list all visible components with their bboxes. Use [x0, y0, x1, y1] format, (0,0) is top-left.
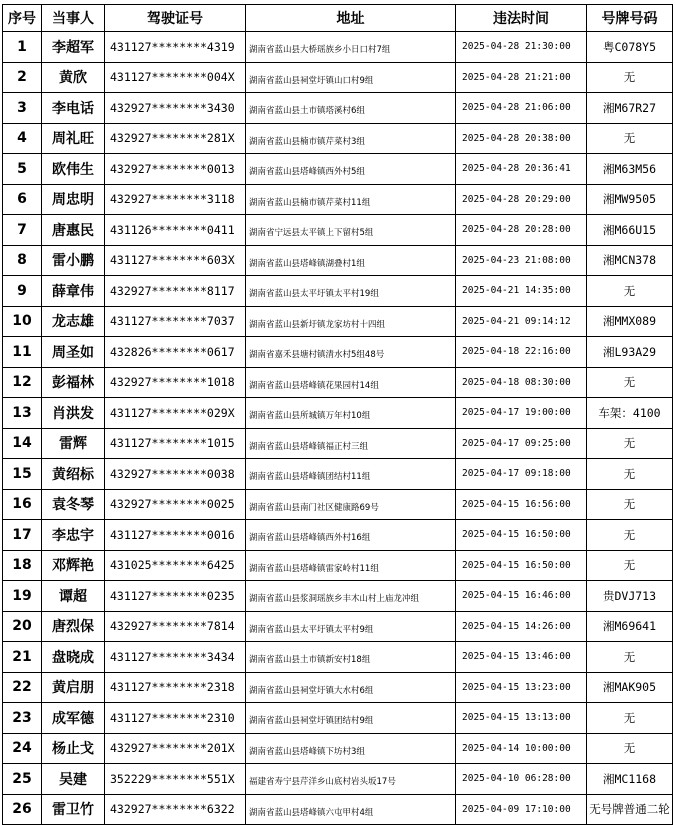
cell-seq: 25 — [3, 764, 42, 795]
cell-name: 黄启朋 — [42, 672, 105, 703]
cell-license: 431127********029X — [105, 398, 246, 429]
header-license: 驾驶证号 — [105, 5, 246, 32]
cell-license: 431127********4319 — [105, 32, 246, 63]
table-row — [3, 215, 673, 246]
cell-name: 彭福林 — [42, 367, 105, 398]
cell-plate: 无 — [587, 62, 673, 93]
cell-license: 431127********603X — [105, 245, 246, 276]
cell-time: 2025-04-15 13:23:00 — [456, 672, 587, 703]
cell-plate: 湘M63M56 — [587, 154, 673, 185]
cell-name: 李超军 — [42, 32, 105, 63]
cell-seq: 14 — [3, 428, 42, 459]
cell-seq: 21 — [3, 642, 42, 673]
table-row — [3, 245, 673, 276]
cell-address: 湖南省蓝山县土市镇塔溪村6组 — [246, 93, 456, 124]
cell-plate: 无 — [587, 550, 673, 581]
cell-plate: 湘MAK905 — [587, 672, 673, 703]
cell-seq: 24 — [3, 733, 42, 764]
cell-plate: 湘M67R27 — [587, 93, 673, 124]
cell-seq: 2 — [3, 62, 42, 93]
cell-license: 431127********7037 — [105, 306, 246, 337]
cell-address: 湖南省蓝山县塔峰镇福正村三组 — [246, 428, 456, 459]
cell-time: 2025-04-10 06:28:00 — [456, 764, 587, 795]
table-row — [3, 337, 673, 368]
cell-time: 2025-04-28 21:06:00 — [456, 93, 587, 124]
cell-time: 2025-04-28 21:30:00 — [456, 32, 587, 63]
table-row — [3, 154, 673, 185]
cell-plate: 贵DVJ713 — [587, 581, 673, 612]
table-row — [3, 550, 673, 581]
cell-name: 杨止戈 — [42, 733, 105, 764]
cell-plate: 无号牌普通二轮 — [587, 794, 673, 825]
cell-time: 2025-04-15 13:46:00 — [456, 642, 587, 673]
cell-name: 欧伟生 — [42, 154, 105, 185]
cell-license: 431127********2318 — [105, 672, 246, 703]
cell-license: 431025********6425 — [105, 550, 246, 581]
table-row — [3, 93, 673, 124]
table-row — [3, 459, 673, 490]
cell-seq: 13 — [3, 398, 42, 429]
cell-address: 湖南省蓝山县楠市镇芹菜村3组 — [246, 123, 456, 154]
cell-time: 2025-04-15 16:46:00 — [456, 581, 587, 612]
cell-license: 432927********0025 — [105, 489, 246, 520]
header-time: 违法时间 — [456, 5, 587, 32]
cell-address: 湖南省蓝山县太平圩镇太平村19组 — [246, 276, 456, 307]
cell-plate: 湘L93A29 — [587, 337, 673, 368]
header-name: 当事人 — [42, 5, 105, 32]
table-row — [3, 123, 673, 154]
cell-time: 2025-04-17 09:25:00 — [456, 428, 587, 459]
cell-address: 湖南省蓝山县大桥瑶族乡小日口村7组 — [246, 32, 456, 63]
cell-plate: 无 — [587, 123, 673, 154]
cell-address: 湖南省嘉禾县塘村镇清水村5组48号 — [246, 337, 456, 368]
cell-seq: 11 — [3, 337, 42, 368]
cell-address: 湖南省蓝山县祠堂圩镇山口村9组 — [246, 62, 456, 93]
cell-seq: 10 — [3, 306, 42, 337]
table-row — [3, 703, 673, 734]
cell-plate: 无 — [587, 642, 673, 673]
cell-seq: 4 — [3, 123, 42, 154]
cell-name: 肖洪发 — [42, 398, 105, 429]
table-row — [3, 398, 673, 429]
cell-seq: 1 — [3, 32, 42, 63]
cell-time: 2025-04-21 14:35:00 — [456, 276, 587, 307]
cell-license: 431126********0411 — [105, 215, 246, 246]
cell-license: 432927********3430 — [105, 93, 246, 124]
table-row — [3, 32, 673, 63]
cell-license: 431127********3434 — [105, 642, 246, 673]
table-row — [3, 642, 673, 673]
cell-address: 湖南省蓝山县祠堂圩镇大水村6组 — [246, 672, 456, 703]
cell-time: 2025-04-23 21:08:00 — [456, 245, 587, 276]
cell-seq: 6 — [3, 184, 42, 215]
cell-license: 432927********3118 — [105, 184, 246, 215]
cell-name: 雷小鹏 — [42, 245, 105, 276]
cell-license: 431127********0235 — [105, 581, 246, 612]
cell-address: 湖南省蓝山县太平圩镇太平村9组 — [246, 611, 456, 642]
cell-address: 湖南省蓝山县塔峰镇湖叠村1组 — [246, 245, 456, 276]
cell-address: 湖南省蓝山县塔峰镇西外村5组 — [246, 154, 456, 185]
cell-plate: 无 — [587, 428, 673, 459]
cell-seq: 15 — [3, 459, 42, 490]
cell-address: 福建省寿宁县芹洋乡山底村岩头坂17号 — [246, 764, 456, 795]
cell-license: 431127********2310 — [105, 703, 246, 734]
table-row — [3, 672, 673, 703]
cell-name: 黄欣 — [42, 62, 105, 93]
cell-name: 周忠明 — [42, 184, 105, 215]
cell-license: 432826********0617 — [105, 337, 246, 368]
cell-license: 432927********7814 — [105, 611, 246, 642]
cell-time: 2025-04-17 19:00:00 — [456, 398, 587, 429]
cell-plate: 无 — [587, 733, 673, 764]
cell-license: 432927********0013 — [105, 154, 246, 185]
cell-plate: 湘M69641 — [587, 611, 673, 642]
cell-name: 袁冬琴 — [42, 489, 105, 520]
cell-time: 2025-04-15 13:13:00 — [456, 703, 587, 734]
cell-address: 湖南省蓝山县新圩镇龙家坊村十四组 — [246, 306, 456, 337]
cell-seq: 7 — [3, 215, 42, 246]
cell-time: 2025-04-09 17:10:00 — [456, 794, 587, 825]
cell-seq: 3 — [3, 93, 42, 124]
cell-plate: 车架：4100 — [587, 398, 673, 429]
cell-name: 唐烈保 — [42, 611, 105, 642]
cell-time: 2025-04-15 16:56:00 — [456, 489, 587, 520]
cell-address: 湖南省蓝山县塔峰镇团结村11组 — [246, 459, 456, 490]
cell-seq: 8 — [3, 245, 42, 276]
cell-name: 李忠宇 — [42, 520, 105, 551]
cell-address: 湖南省蓝山县楠市镇芹菜村11组 — [246, 184, 456, 215]
cell-plate: 无 — [587, 703, 673, 734]
table-row — [3, 520, 673, 551]
cell-time: 2025-04-28 21:21:00 — [456, 62, 587, 93]
cell-plate: 湘MMX089 — [587, 306, 673, 337]
cell-name: 唐惠民 — [42, 215, 105, 246]
cell-license: 431127********1015 — [105, 428, 246, 459]
cell-license: 352229********551X — [105, 764, 246, 795]
cell-seq: 18 — [3, 550, 42, 581]
cell-time: 2025-04-15 16:50:00 — [456, 550, 587, 581]
table-row — [3, 184, 673, 215]
cell-time: 2025-04-28 20:28:00 — [456, 215, 587, 246]
cell-seq: 12 — [3, 367, 42, 398]
cell-plate: 粤C078Y5 — [587, 32, 673, 63]
header-row — [3, 5, 673, 32]
cell-name: 周圣如 — [42, 337, 105, 368]
cell-license: 432927********1018 — [105, 367, 246, 398]
header-address: 地址 — [246, 5, 456, 32]
cell-name: 盘晓成 — [42, 642, 105, 673]
cell-address: 湖南省蓝山县塔峰镇雷家岭村11组 — [246, 550, 456, 581]
cell-address: 湖南省宁远县太平镇上下留村5组 — [246, 215, 456, 246]
cell-time: 2025-04-14 10:00:00 — [456, 733, 587, 764]
cell-license: 432927********0038 — [105, 459, 246, 490]
cell-time: 2025-04-28 20:38:00 — [456, 123, 587, 154]
cell-address: 湖南省蓝山县塔峰镇下坊村3组 — [246, 733, 456, 764]
violations-table — [2, 4, 673, 825]
cell-seq: 20 — [3, 611, 42, 642]
cell-address: 湖南省蓝山县所城镇万年村10组 — [246, 398, 456, 429]
cell-plate: 湘MW9505 — [587, 184, 673, 215]
cell-license: 432927********6322 — [105, 794, 246, 825]
cell-name: 邓辉艳 — [42, 550, 105, 581]
cell-address: 湖南省蓝山县祠堂圩镇团结村9组 — [246, 703, 456, 734]
cell-name: 龙志雄 — [42, 306, 105, 337]
cell-license: 431127********004X — [105, 62, 246, 93]
cell-address: 湖南省蓝山县塔峰镇花果园村14组 — [246, 367, 456, 398]
cell-plate: 湘MCN378 — [587, 245, 673, 276]
cell-seq: 5 — [3, 154, 42, 185]
cell-time: 2025-04-28 20:36:41 — [456, 154, 587, 185]
cell-time: 2025-04-15 14:26:00 — [456, 611, 587, 642]
cell-plate: 无 — [587, 367, 673, 398]
cell-plate: 无 — [587, 520, 673, 551]
cell-license: 432927********8117 — [105, 276, 246, 307]
cell-license: 432927********201X — [105, 733, 246, 764]
cell-address: 湖南省蓝山县塔峰镇六屯甲村4组 — [246, 794, 456, 825]
cell-seq: 17 — [3, 520, 42, 551]
cell-seq: 22 — [3, 672, 42, 703]
header-plate: 号牌号码 — [587, 5, 673, 32]
table-row — [3, 794, 673, 825]
cell-seq: 9 — [3, 276, 42, 307]
cell-seq: 23 — [3, 703, 42, 734]
cell-plate: 无 — [587, 276, 673, 307]
header-seq: 序号 — [3, 5, 42, 32]
table-row — [3, 306, 673, 337]
cell-address: 湖南省蓝山县南门社区健康路69号 — [246, 489, 456, 520]
cell-name: 李电话 — [42, 93, 105, 124]
cell-plate: 无 — [587, 459, 673, 490]
cell-plate: 湘MC1168 — [587, 764, 673, 795]
cell-plate: 湘M66U15 — [587, 215, 673, 246]
cell-name: 雷卫竹 — [42, 794, 105, 825]
cell-name: 薛章伟 — [42, 276, 105, 307]
cell-address: 湖南省蓝山县塔峰镇西外村16组 — [246, 520, 456, 551]
cell-license: 431127********0016 — [105, 520, 246, 551]
cell-name: 成军德 — [42, 703, 105, 734]
cell-address: 湖南省蓝山县浆洞瑶族乡丰木山村上庙龙冲组 — [246, 581, 456, 612]
cell-seq: 26 — [3, 794, 42, 825]
table-row — [3, 733, 673, 764]
cell-time: 2025-04-28 20:29:00 — [456, 184, 587, 215]
cell-name: 雷辉 — [42, 428, 105, 459]
cell-address: 湖南省蓝山县土市镇新安村18组 — [246, 642, 456, 673]
table-row — [3, 276, 673, 307]
cell-license: 432927********281X — [105, 123, 246, 154]
table-row — [3, 764, 673, 795]
table-row — [3, 581, 673, 612]
table-row — [3, 428, 673, 459]
cell-seq: 19 — [3, 581, 42, 612]
table-row — [3, 489, 673, 520]
cell-time: 2025-04-17 09:18:00 — [456, 459, 587, 490]
cell-time: 2025-04-18 08:30:00 — [456, 367, 587, 398]
table-row — [3, 62, 673, 93]
cell-plate: 无 — [587, 489, 673, 520]
cell-name: 黄绍标 — [42, 459, 105, 490]
cell-name: 吴建 — [42, 764, 105, 795]
cell-name: 周礼旺 — [42, 123, 105, 154]
cell-name: 谭超 — [42, 581, 105, 612]
table-row — [3, 367, 673, 398]
cell-time: 2025-04-21 09:14:12 — [456, 306, 587, 337]
cell-seq: 16 — [3, 489, 42, 520]
cell-time: 2025-04-18 22:16:00 — [456, 337, 587, 368]
table-row — [3, 611, 673, 642]
cell-time: 2025-04-15 16:50:00 — [456, 520, 587, 551]
